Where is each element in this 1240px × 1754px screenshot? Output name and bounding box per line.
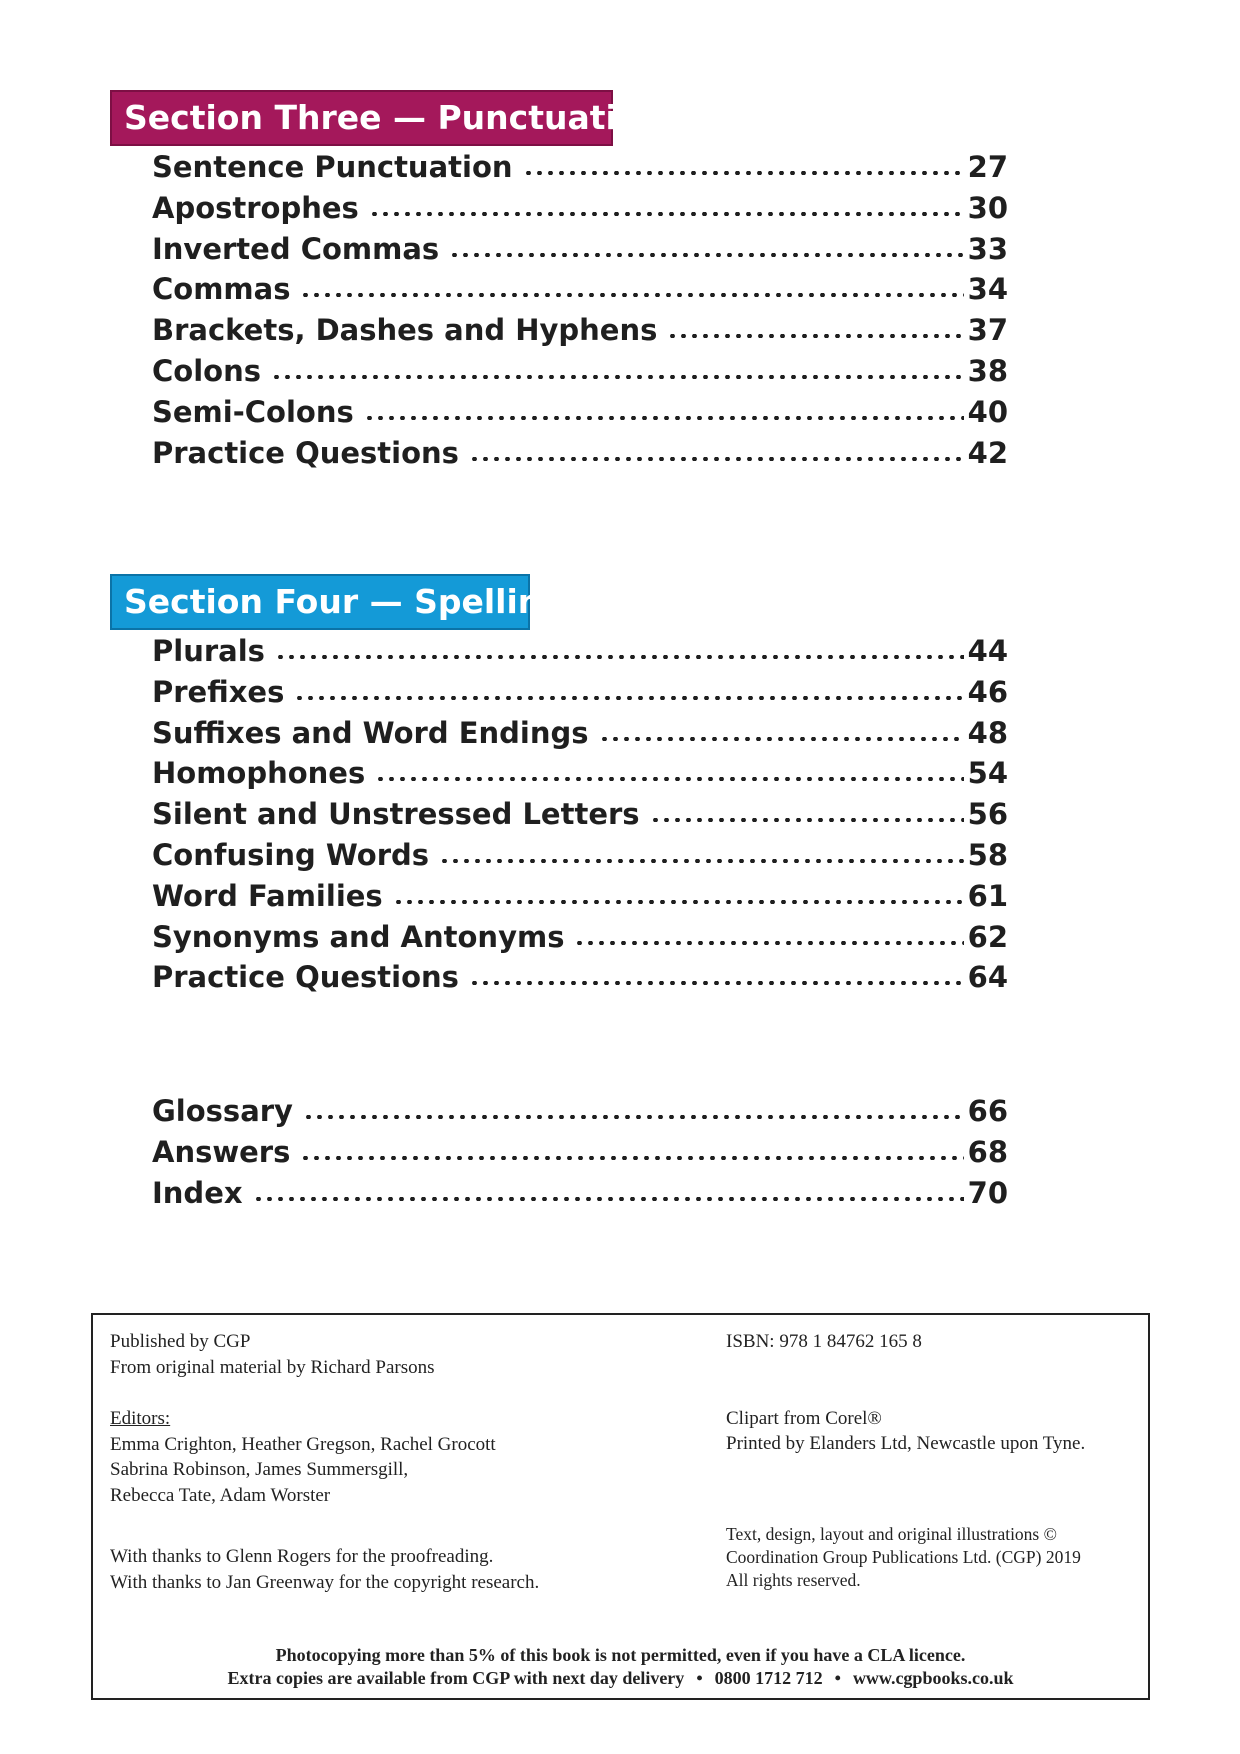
dot-leader	[303, 1115, 964, 1119]
toc-entry-title: Inverted Commas	[152, 231, 440, 266]
toc-entry-title: Apostrophes	[152, 190, 359, 225]
toc-entry-page: 33	[967, 231, 1008, 266]
dot-leader	[449, 253, 963, 257]
toc-entry[interactable]	[152, 1135, 1008, 1176]
toc-entry[interactable]	[152, 354, 1008, 395]
toc-entry-page: 30	[967, 190, 1008, 225]
bullet-separator: •	[696, 1668, 703, 1688]
extra-copies-text: Extra copies are available from CGP with next day delivery	[227, 1668, 685, 1688]
dot-leader	[469, 457, 964, 461]
toc-entry-page: 37	[967, 313, 1008, 348]
dot-leader	[599, 737, 964, 741]
bullet-separator: •	[834, 1668, 841, 1688]
toc-entry-title: Index	[152, 1175, 243, 1210]
toc-entry-page: 40	[967, 394, 1008, 429]
dot-leader	[369, 212, 964, 216]
thanks-line: With thanks to Glenn Rogers for the proofreading.	[110, 1546, 494, 1567]
dot-leader	[300, 1156, 963, 1160]
dot-leader	[364, 416, 964, 420]
toc-entry-page: 34	[967, 272, 1008, 307]
toc-entry[interactable]	[152, 150, 1008, 191]
dot-leader	[271, 375, 964, 379]
toc-entry-page: 38	[967, 353, 1008, 388]
toc-entry-title: Practice Questions	[152, 960, 459, 995]
toc-entry[interactable]	[152, 879, 1008, 920]
toc-entry-page: 61	[967, 878, 1008, 913]
thanks-line: With thanks to Jan Greenway for the copyright research.	[110, 1571, 540, 1593]
toc-entry-title: Word Families	[152, 878, 383, 913]
toc-entry-title: Brackets, Dashes and Hyphens	[152, 313, 658, 348]
toc-entry[interactable]	[152, 232, 1008, 273]
website-link[interactable]: www.cgpbooks.co.uk	[852, 1668, 1014, 1688]
back-matter-toc	[152, 1094, 1008, 1216]
colophon-right-column	[726, 1329, 1146, 1592]
editors-label: Editors:	[110, 1408, 171, 1429]
toc-entry-page: 70	[967, 1175, 1008, 1210]
dot-leader	[667, 334, 963, 338]
toc-entry-page: 54	[967, 756, 1008, 791]
toc-entry-title: Answers	[152, 1134, 291, 1169]
dot-leader	[275, 655, 964, 659]
toc-entry[interactable]	[152, 395, 1008, 436]
editors-line: Sabrina Robinson, James Summersgill,	[110, 1459, 409, 1480]
photocopy-notice: Photocopying more than 5% of this book is not permitted, even if you have a CLA licence.	[275, 1645, 966, 1665]
toc-entry[interactable]	[152, 920, 1008, 961]
toc-entry-title: Commas	[152, 272, 291, 307]
toc-entry-title: Plurals	[152, 634, 265, 668]
editors-line: Rebecca Tate, Adam Worster	[110, 1484, 331, 1506]
toc-entry[interactable]	[152, 716, 1008, 757]
toc-entry-title: Prefixes	[152, 674, 285, 709]
copyright-line: All rights reserved.	[726, 1569, 861, 1590]
toc-entry[interactable]	[152, 191, 1008, 232]
toc-entry-title: Confusing Words	[152, 837, 430, 872]
toc-entry-page: 27	[967, 150, 1008, 184]
toc-entry-title: Synonyms and Antonyms	[152, 919, 565, 954]
section-three-toc	[152, 150, 1008, 476]
dot-leader	[650, 818, 964, 822]
toc-entry[interactable]	[152, 797, 1008, 838]
toc-entry-page: 58	[967, 837, 1008, 872]
colophon-left-column	[110, 1329, 670, 1595]
section-four-heading: Section Four — Spelling	[110, 574, 530, 630]
toc-entry-title: Practice Questions	[152, 435, 459, 470]
toc-entry-title: Sentence Punctuation	[152, 150, 513, 184]
toc-entry-page: 44	[967, 634, 1008, 668]
toc-entry[interactable]	[152, 313, 1008, 354]
toc-entry-title: Semi-Colons	[152, 394, 354, 429]
colophon-footer	[93, 1644, 1148, 1690]
section-four-toc	[152, 634, 1008, 1001]
isbn: ISBN: 978 1 84762 165 8	[726, 1331, 922, 1352]
copyright-line: Coordination Group Publications Ltd. (CGP) 2019	[726, 1546, 1081, 1567]
toc-entry-page: 64	[967, 960, 1008, 995]
editors-line: Emma Crighton, Heather Gregson, Rachel Grocott	[110, 1433, 496, 1455]
clipart-credit: Clipart from Corel®	[726, 1407, 882, 1429]
dot-leader	[393, 900, 964, 904]
toc-entry-title: Suffixes and Word Endings	[152, 715, 589, 750]
original-material: From original material by Richard Parsons	[110, 1356, 435, 1378]
published-by: Published by CGP	[110, 1331, 251, 1352]
dot-leader	[375, 777, 963, 781]
toc-entry[interactable]	[152, 1176, 1008, 1217]
toc-entry-title: Silent and Unstressed Letters	[152, 797, 640, 832]
toc-entry-page: 68	[967, 1134, 1008, 1169]
dot-leader	[574, 941, 963, 945]
toc-entry[interactable]	[152, 1094, 1008, 1135]
toc-entry-title: Colons	[152, 353, 261, 388]
toc-entry[interactable]	[152, 634, 1008, 675]
dot-leader	[523, 171, 964, 175]
toc-entry[interactable]	[152, 436, 1008, 477]
toc-entry-title: Homophones	[152, 756, 366, 791]
toc-entry[interactable]	[152, 838, 1008, 879]
dot-leader	[294, 696, 963, 700]
toc-entry[interactable]	[152, 960, 1008, 1001]
toc-entry-page: 56	[967, 797, 1008, 832]
dot-leader	[439, 859, 964, 863]
toc-entry[interactable]	[152, 756, 1008, 797]
toc-entry-page: 46	[967, 674, 1008, 709]
toc-entry-title: Glossary	[152, 1094, 293, 1128]
toc-entry-page: 66	[967, 1094, 1008, 1128]
dot-leader	[469, 981, 964, 985]
dot-leader	[300, 293, 963, 297]
toc-entry[interactable]	[152, 675, 1008, 716]
phone-number: 0800 1712 712	[714, 1668, 823, 1688]
extra-copies-line	[93, 1667, 1148, 1690]
dot-leader	[253, 1197, 964, 1201]
printed-by: Printed by Elanders Ltd, Newcastle upon Tyne.	[726, 1433, 1086, 1454]
section-three-heading: Section Three — Punctuation	[110, 90, 613, 146]
toc-entry[interactable]	[152, 272, 1008, 313]
colophon-box	[91, 1313, 1150, 1700]
toc-entry-page: 62	[967, 919, 1008, 954]
copyright-line: Text, design, layout and original illustrations ©	[726, 1523, 1057, 1544]
toc-entry-page: 42	[967, 435, 1008, 470]
toc-entry-page: 48	[967, 715, 1008, 750]
